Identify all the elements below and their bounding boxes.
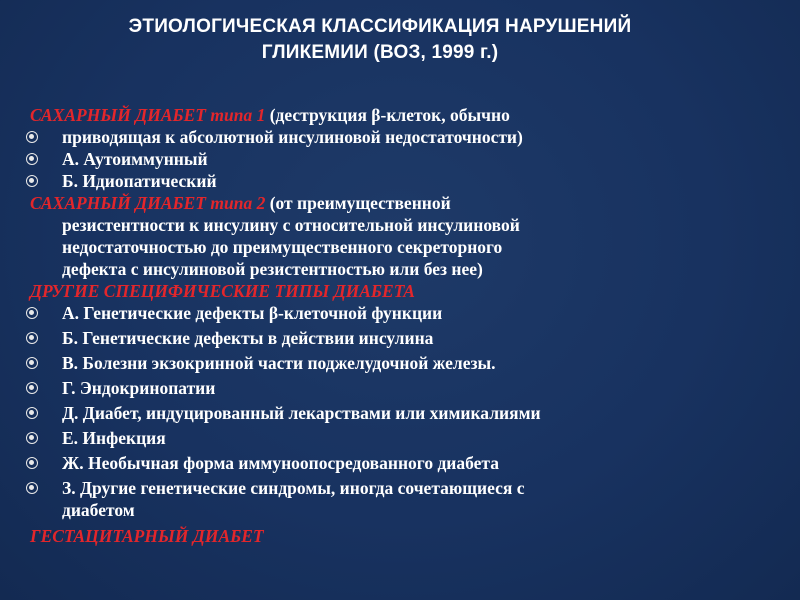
bullet-icon xyxy=(26,482,38,494)
other-heading-line xyxy=(22,280,782,302)
list-item xyxy=(22,327,782,349)
type1-item-a: А. Аутоиммунный xyxy=(62,149,208,169)
other-item: Б. Генетические дефекты в действии инсулина xyxy=(62,328,434,348)
bullet-icon xyxy=(26,332,38,344)
type2-heading-line xyxy=(22,192,782,214)
bullet-icon xyxy=(26,357,38,369)
list-item xyxy=(22,427,782,449)
list-item xyxy=(22,402,782,424)
bullet-icon xyxy=(26,153,38,165)
slide-title xyxy=(70,14,690,66)
title-line-1: ЭТИОЛОГИЧЕСКАЯ КЛАССИФИКАЦИЯ НАРУШЕНИЙ xyxy=(128,16,632,37)
type1-desc-cont: приводящая к абсолютной инсулиновой недостаточности) xyxy=(62,127,523,147)
other-item: Е. Инфекция xyxy=(62,428,166,448)
type1-heading: САХАРНЫЙ ДИАБЕТ типа 1 xyxy=(30,105,266,125)
bullet-icon xyxy=(26,307,38,319)
other-item: А. Генетические дефекты β-клеточной функции xyxy=(62,303,443,323)
type2-desc-line: дефекта с инсулиновой резистентностью или без нее) xyxy=(62,259,483,279)
bullet-icon xyxy=(26,457,38,469)
bullet-icon xyxy=(26,131,38,143)
list-item xyxy=(22,352,782,374)
type2-desc-line: резистентности к инсулину с относительной инсулиновой xyxy=(62,215,520,235)
list-item xyxy=(22,170,782,192)
other-item: Ж. Необычная форма иммуноопосредованного диабета xyxy=(62,453,499,473)
list-item xyxy=(22,377,782,399)
list-item xyxy=(22,452,782,474)
type1-desc-start: (деструкция β-клеток, обычно xyxy=(265,105,510,125)
bullet-icon xyxy=(26,175,38,187)
type2-desc-line: недостаточностью до преимущественного секреторного xyxy=(62,237,503,257)
other-heading: ДРУГИЕ СПЕЦИФИЧЕСКИЕ ТИПЫ ДИАБЕТА xyxy=(30,281,415,301)
other-item: Г. Эндокринопатии xyxy=(62,378,216,398)
type2-desc-start: (от преимущественной xyxy=(265,193,451,213)
gestational-heading-line xyxy=(22,525,782,547)
classification-list xyxy=(22,104,782,547)
type1-heading-line xyxy=(22,104,782,126)
bullet-icon xyxy=(26,382,38,394)
other-item: З. Другие генетические синдромы, иногда сочетающиеся с xyxy=(62,478,525,498)
gestational-heading: ГЕСТАЦИТАРНЫЙ ДИАБЕТ xyxy=(30,526,264,546)
other-item: В. Болезни экзокринной части поджелудочной железы. xyxy=(62,353,496,373)
type1-desc-line xyxy=(22,126,782,148)
bullet-icon xyxy=(26,432,38,444)
type2-heading: САХАРНЫЙ ДИАБЕТ типа 2 xyxy=(30,193,266,213)
bullet-icon xyxy=(26,407,38,419)
list-item xyxy=(22,148,782,170)
title-line-2: ГЛИКЕМИИ (ВОЗ, 1999 г.) xyxy=(261,42,499,63)
list-item xyxy=(22,477,782,499)
type1-item-b: Б. Идиопатический xyxy=(62,171,217,191)
other-item-cont: диабетом xyxy=(62,500,135,520)
other-item: Д. Диабет, индуцированный лекарствами или химикалиями xyxy=(62,403,541,423)
list-item xyxy=(22,302,782,324)
